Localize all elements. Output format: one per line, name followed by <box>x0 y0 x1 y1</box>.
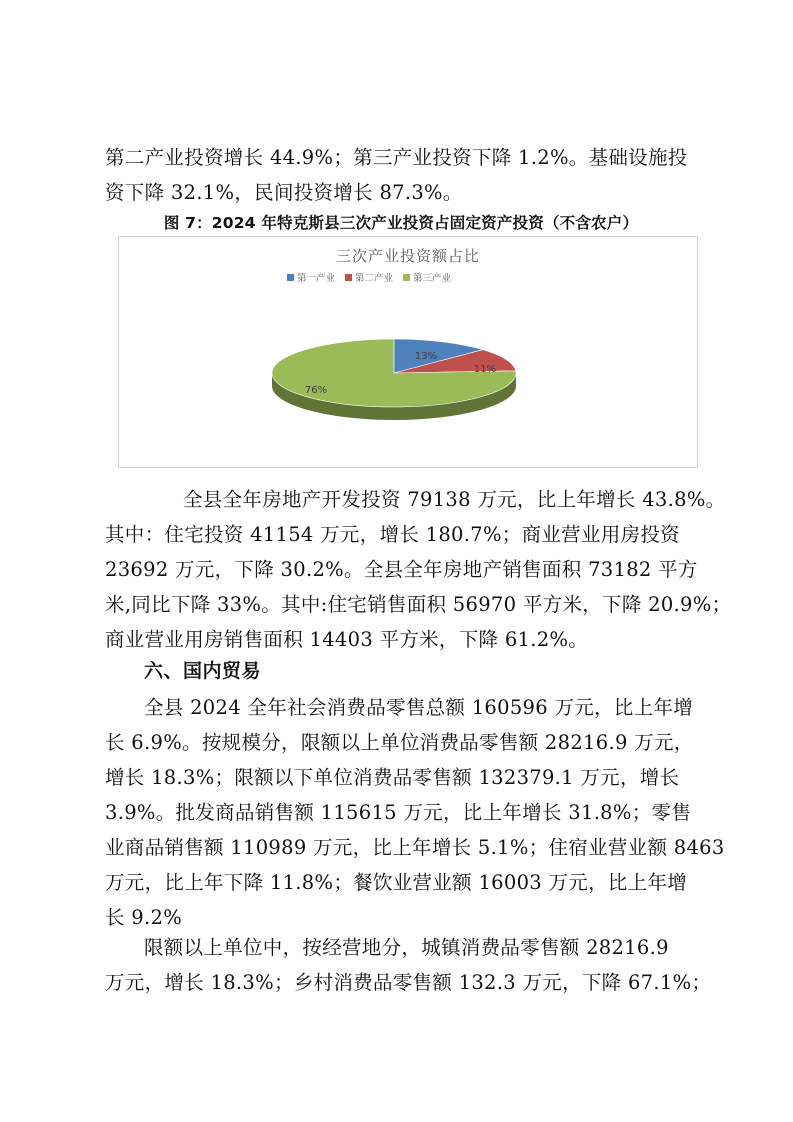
text-line: 万元，增长 18.3%；乡村消费品零售额 132.3 万元，下降 67.1%； <box>105 971 712 994</box>
data-label: 13% <box>414 351 438 362</box>
legend-label: 第一产业 <box>297 273 336 284</box>
text-line: 长 6.9%。按规模分，限额以上单位消费品零售额 28216.9 万元， <box>105 731 694 754</box>
paragraph-investment-growth <box>105 140 695 210</box>
section-heading-domestic-trade: 六、国内贸易 <box>144 660 262 682</box>
text-line: 23692 万元，下降 30.2%。全县全年房地产销售面积 73182 平方 <box>105 558 698 581</box>
text-line: 商业营业用房销售面积 14403 平方米，下降 61.2%。 <box>105 628 589 651</box>
text-line: 全县全年房地产开发投资 79138 万元，比上年增长 43.8%。 <box>183 488 726 511</box>
paragraph-real-estate <box>105 482 734 657</box>
text-line: 全县 2024 全年社会消费品零售总额 160596 万元，比上年增 <box>144 696 694 719</box>
text-line: 限额以上单位中，按经营地分，城镇消费品零售额 28216.9 <box>144 936 669 959</box>
text-line: 增长 18.3%；限额以下单位消费品零售额 132379.1 万元，增长 <box>105 766 680 789</box>
figure-caption: 图 7：2024 年特克斯县三次产业投资占固定资产投资（不含农户） <box>163 214 639 232</box>
chart-title: 三次产业投资额占比 <box>335 247 480 265</box>
text-line: 资下降 32.1%，民间投资增长 87.3%。 <box>105 181 463 204</box>
text-line: 3.9%。批发商品销售额 115615 万元，比上年增长 31.8%；零售 <box>105 801 692 824</box>
text-line: 长 9.2% <box>105 906 183 929</box>
text-line: 米,同比下降 33%。其中:住宅销售面积 56970 平方米，下降 20.9%； <box>105 593 732 616</box>
data-label: 11% <box>473 364 497 375</box>
legend-label: 第三产业 <box>413 273 452 284</box>
text-line: 万元，比上年下降 11.8%；餐饮业营业额 16003 万元，比上年增 <box>105 871 688 894</box>
text-line: 其中：住宅投资 41154 万元，增长 180.7%；商业营业用房投资 <box>105 523 680 546</box>
data-label: 76% <box>304 385 328 396</box>
text-line: 第二产业投资增长 44.9%；第三产业投资下降 1.2%。基础设施投 <box>105 146 688 169</box>
pie-chart <box>119 237 697 467</box>
text-line: 业商品销售额 110989 万元，比上年增长 5.1%；住宿业营业额 8463 <box>105 836 725 859</box>
pie-chart-container <box>118 236 698 468</box>
paragraph-retail-sales <box>105 690 725 935</box>
legend-label: 第二产业 <box>355 273 394 284</box>
paragraph-urban-rural <box>105 930 712 1000</box>
